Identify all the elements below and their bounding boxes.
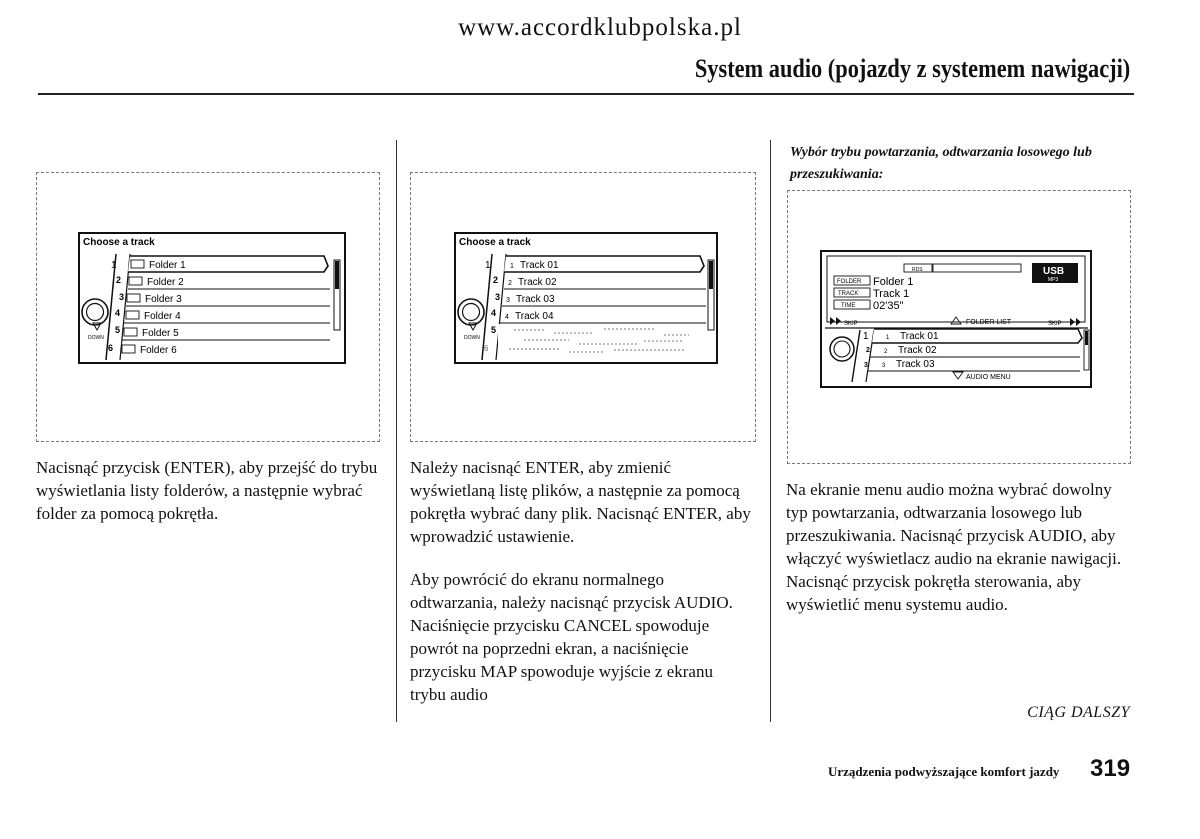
screen-title: Choose a track <box>83 237 155 248</box>
column1-paragraph: Nacisnąć przycisk (ENTER), aby przejść do trybu wyświetlania listy folderów, a następnie wybrać folder za pomocą pokrętła. <box>36 458 378 523</box>
mp3-label: MP3 <box>1048 277 1059 283</box>
folder-value: Folder 1 <box>873 276 914 288</box>
track-item[interactable]: Track 01 <box>520 260 559 271</box>
track-item[interactable]: Track 02 <box>518 277 557 288</box>
usb-label: USB <box>1043 266 1065 277</box>
folder-item[interactable]: Folder 2 <box>147 277 184 288</box>
list-number: 3 <box>119 292 125 302</box>
list-number: 3 <box>864 362 868 369</box>
audio-menu-label[interactable]: AUDIO MENU <box>966 374 1011 381</box>
list-number: 4 <box>115 308 121 318</box>
list-number: 3 <box>495 292 501 302</box>
track-item[interactable]: Track 03 <box>516 294 555 305</box>
track-number: 2 <box>508 280 512 287</box>
down-label: DOWN <box>464 335 480 341</box>
page-title: System audio (pojazdy z systemem nawigacji) <box>694 54 1130 83</box>
track-tag: TRACK <box>838 291 859 297</box>
track-number: 4 <box>505 314 509 321</box>
skip-right-label[interactable]: SKIP <box>1048 321 1062 327</box>
list-number: 1 <box>485 260 491 271</box>
rds-label: RDS <box>912 267 923 273</box>
screen-track-list <box>454 232 718 364</box>
list-number: 6 <box>484 344 489 353</box>
folder-item[interactable]: Folder 1 <box>149 260 186 271</box>
skip-left-label[interactable]: SKIP <box>844 321 858 327</box>
track-number: 3 <box>506 297 510 304</box>
list-number: 1 <box>863 331 869 342</box>
track-number: 1 <box>886 335 890 341</box>
screen-title: Choose a track <box>459 237 531 248</box>
list-number: 5 <box>115 325 121 335</box>
list-number: 4 <box>491 308 497 318</box>
track-value: Track 1 <box>873 288 910 300</box>
track-item[interactable]: Track 04 <box>515 311 554 322</box>
track-item[interactable]: Track 02 <box>898 345 937 356</box>
folder-item[interactable]: Folder 6 <box>140 345 177 356</box>
folder-list-label[interactable]: FOLDER LIST <box>966 319 1012 326</box>
time-value: 02'35" <box>873 300 904 312</box>
column-divider-left <box>396 140 397 722</box>
header-rule <box>38 93 1134 95</box>
section-label: Urządzenia podwyższające komfort jazdy <box>828 764 1060 779</box>
list-number: 1 <box>111 260 117 271</box>
track-item[interactable]: Track 03 <box>896 359 935 370</box>
dial-icon <box>458 299 484 325</box>
list-number: 2 <box>866 347 870 354</box>
site-url: www.accordklubpolska.pl <box>458 14 742 41</box>
folder-tag: FOLDER <box>837 279 862 285</box>
time-tag: TIME <box>841 303 856 309</box>
list-number: 2 <box>493 275 499 285</box>
column2-paragraph-2: Aby powrócić do ekranu normalnego odtwarzania, należy nacisnąć przycisk AUDIO. Naciśnięcie przycisku CANCEL spowoduje powrót na poprzedni ekran, a naciśnięcie przycisku MAP spowoduje wyjście z ekranu trybu audio <box>410 570 733 704</box>
folder-item[interactable]: Folder 3 <box>145 294 182 305</box>
folder-item[interactable]: Folder 5 <box>142 328 179 339</box>
screen-folder-list <box>78 232 346 364</box>
track-number: 2 <box>884 349 888 355</box>
list-number: 6 <box>108 343 114 353</box>
column-divider-right <box>770 140 771 722</box>
down-label: DOWN <box>88 335 104 341</box>
track-item[interactable]: Track 01 <box>900 331 939 342</box>
list-number: 2 <box>116 275 122 285</box>
list-number: 5 <box>491 325 497 335</box>
column2-paragraph-1: Należy nacisnąć ENTER, aby zmienić wyświetlaną listę plików, a następnie za pomocą pokrętła wybrać dany plik. Nacisnąć ENTER, aby wprowadzić ustawienie. <box>410 458 751 546</box>
continued-label: CIĄG DALSZY <box>1027 704 1130 721</box>
column3-paragraph: Na ekranie menu audio można wybrać dowolny typ powtarzania, odtwarzania losowego lub przeszukiwania. Nacisnąć przycisk AUDIO, aby włączyć wyświetlacz audio na ekranie nawigacji. Nacisnąć przycisk pokrętła sterowania, aby wyświetlić menu systemu audio. <box>786 480 1122 614</box>
track-number: 3 <box>882 363 886 369</box>
screen-audio-playback <box>820 250 1092 388</box>
page-number: 319 <box>1090 755 1131 782</box>
folder-item[interactable]: Folder 4 <box>144 311 181 322</box>
track-number: 1 <box>510 263 514 270</box>
column3-subheading: Wybór trybu powtarzania, odtwarzania losowego lub przeszukiwania: <box>790 145 1092 182</box>
